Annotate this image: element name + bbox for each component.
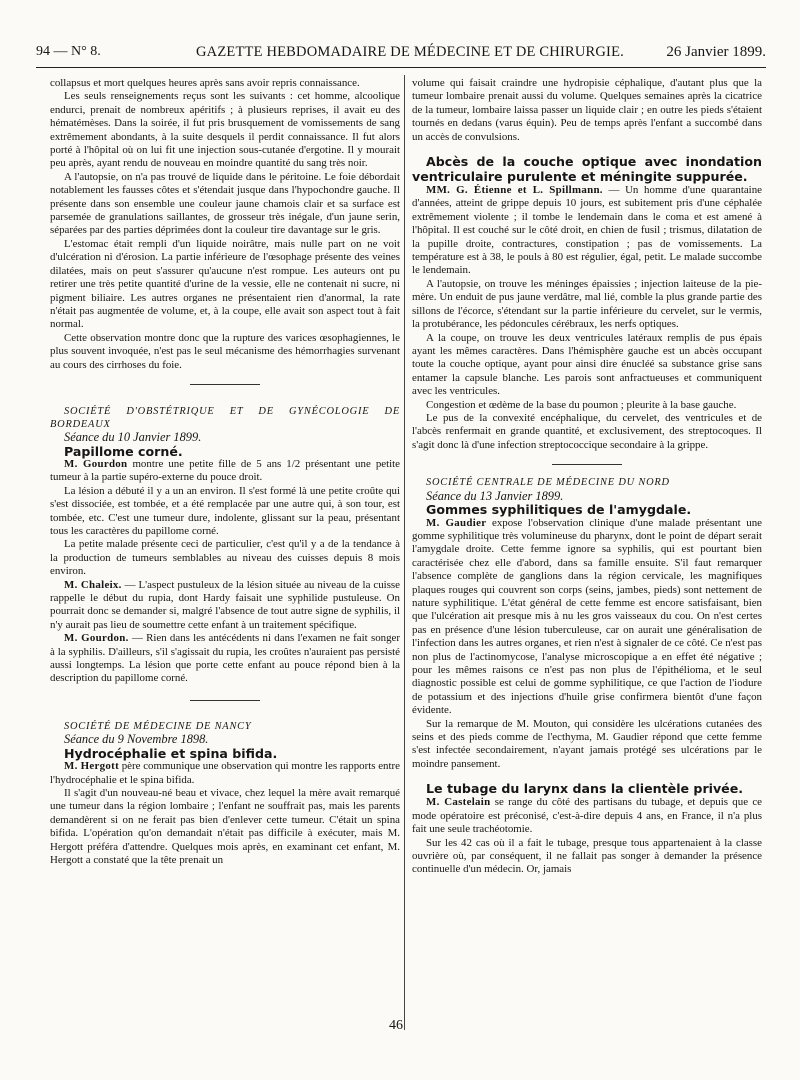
right-column [412,77,762,877]
paragraph: A l'autopsie, on trouve les méninges épaissies ; injection laiteuse de la pie-mère. Un enduit de pus jaune verdâtre, mal lié, comble la plus grande partie des sillons de l'écorce, s'étendant sur la partie inférieure du cervelet, sur le vermis, la protubérance, les pédoncules cérébraux, les nerfs optiques. [412,277,762,331]
author-name: M. Chaleix. [64,578,122,591]
society-heading: SOCIÉTÉ D'OBSTÉTRIQUE ET DE GYNÉCOLOGIE DE BORDEAUX [50,405,400,430]
paragraph: La petite malade présente ceci de particulier, c'est qu'il y a de la tendance à la production de tumeurs semblables au niveau des cuisses depuis 8 mois environ. [50,538,400,578]
paragraph: M. Gourdon montre une petite fille de 5 ans 1/2 présentant une petite tumeur à la partie supéro-externe du pouce droit. [50,457,401,484]
paragraph: Le pus de la convexité encéphalique, du cervelet, des ventricules et de l'abcès renfermait en grande quantité, et exclusivement, des streptocoques. Il s'agit donc là d'une infection streptococcique secondaire à la grippe. [412,411,762,451]
paragraph: M. Castelain se range du côté des partisans du tubage, et depuis que ce mode opératoire est préconisé, c'est-à-dire depuis 4 ans, en France, il n'a plus fait une seule trachéotomie. [412,796,762,836]
paragraph: M. Chaleix. — L'aspect pustuleux de la lésion située au niveau de la cuisse rappelle le début du rupia, dont Hardy faisait une syphilide pustuleuse. On pourrait donc se demander si, malgré l'absence de tout autre signe de syphilis, il n'y aurait pas lieu de soumettre cette enfant à un traitement spécifique. [50,578,401,631]
paragraph: La lésion a débuté il y a un an environ. Il s'est formé là une petite croûte qui s'est dissociée, est tombée, et a été remplacée par une autre qui, à son tour, est tombée, etc. C'est une tumeur dure, indolente, glissant sur la peau, présentant tous les caractères du papillome corné. [50,484,400,537]
paragraph: collapsus et mort quelques heures après sans avoir repris connaissance. [50,77,360,89]
author-name: M. Gourdon [64,457,128,470]
session-date: Séance du 13 Janvier 1899. [426,488,564,503]
paragraph: A la coupe, on trouve les deux ventricules latéraux remplis de pus épais ayant les mêmes caractères. Dans l'hémisphère gauche est un abcès occupant toute la couche optique, ayant pour ainsi dire énucléé sa substance grise sans entamer la capsule blanche. Les parois sont anfractueuses et communiquent avec les ventricules. [412,331,762,398]
article-title: Hydrocéphalie et spina bifida. [64,745,278,761]
society-heading: SOCIÉTÉ DE MÉDECINE DE NANCY [64,720,252,732]
paragraph: MM. G. Étienne et L. Spillmann. — Un homme d'une quarantaine d'années, atteint de grippe depuis 10 jours, est subitement pris d'une céphalée extrêmement violente ; il tombe le lendemain dans le coma et est amené à l'hôpital. Il est couché sur le côté droit, en chien de fusil ; trismus, dilatation de la pupille droite, contractures, constipation ; pas de vomissements. La température est à 38, le pouls à 80 est régulier, égal, petit. Le malade succombe le lendemain. [412,184,762,277]
issue-date: 26 Janvier 1899. [666,44,766,60]
header-rule [36,67,766,68]
paragraph: Sur les 42 cas où il a fait le tubage, presque tous appartenaient à la classe ouvrière où, par conséquent, il ne fallait pas songer à demander la présence continuelle d'un médecin. Or, jamais [412,836,762,876]
paragraph: L'estomac était rempli d'un liquide noirâtre, mais nulle part on ne voit d'ulcération ni d'érosion. La partie inférieure de l'œsophage présente des veines dilatées, mais on peut s'assurer qu'aucune n'est rompue. Les auteurs ont pu retirer une très petite quantité d'urine de la vessie, elle ne contenait ni sucre, ni pigment biliaire. Les autres organes ne présentaient rien d'anormal, la rate n'était pas augmentée de volume, et, à la coupe, elle avait son aspect tout à fait normal. [50,237,400,331]
paragraph: Sur la remarque de M. Mouton, qui considère les ulcérations cutanées des seins et des pieds comme de l'ecthyma, M. Gaudier répond que cette femme s'est infectée secondairement, n'ayant jamais protégé ses ulcérations par le moindre pansement. [412,717,762,770]
paragraph: Il s'agit d'un nouveau-né beau et vivace, chez lequel la mère avait remarqué une tumeur dans la région lombaire ; l'enfant ne souffrait pas, mais les parents demandèrent si on ne ferait pas bien d'enlever cette tumeur. C'était un spina bifida. L'opération qu'on demandait n'était pas difficile à exécuter, mais M. Hergott préféra d'attendre. Quelques mois après, en examinant cet enfant, M. Hergott a constaté que la tête prenait un [50,787,400,867]
author-name: M. Hergott [64,760,120,773]
session-date: Séance du 10 Janvier 1899. [64,430,202,445]
session-date: Séance du 9 Novembre 1898. [64,732,209,747]
paragraph: M. Gourdon. — Rien dans les antécédents ni dans l'examen ne fait songer à la syphilis. D'ailleurs, s'il s'agissait du rupia, les croûtes n'auraient pas persisté aussi longtemps. La lésion que porte cette enfant au pouce répond bien à la description du papillome corné. [50,632,400,685]
left-column [50,77,400,868]
running-header [36,44,766,64]
paragraph: Cette observation montre donc que la rupture des varices œsophagiennes, le plus souvent invoquée, n'est pas le seul mécanisme des hémorrhagies survenant au cours des cirrhoses du foie. [50,331,400,371]
paragraph: Congestion et œdème de la base du poumon ; pleurite à la base gauche. [426,398,737,411]
article-title: Abcès de la couche optique avec inondation ventriculaire purulente et méningite suppurée. [412,154,762,185]
paragraph: M. Gaudier expose l'observation clinique d'une malade présentant une gomme syphilitique très volumineuse du pharynx, dont le point de départ serait l'amygdale droite. Cette femme ignore sa syphilis, qui est pourtant bien caractérisée chez elle d'abord, dans sa famille ensuite. S'il faut remarquer l'absence complète de ganglions dans la région cervicale, les magnifiques plaques rouges qui couvrent son corps (seins, jambes, pieds) sont nettement de nature syphilitique. L'état général de cette femme est encore satisfaisant, bien que l'ulcération ait presque mis à nu les gros vaisseaux du cou. On n'est certes pas en présence d'une lésion tuberculeuse, car on aurait une généralisation de l'infection dans les autres organes, et rien n'est à signaler de ce côté. Ce n'est pas non plus de l'actinomycose, l'analyse microscopique a en effet été négative ; pour les mêmes raisons ce n'est pas non plus de l'épithélioma, et le seul diagnostic possible est celui de gomme syphilitique, ce que l'action de l'iodure de potassium et des injections d'huile grise confirmera bientôt d'une façon évidente. [412,516,763,717]
paragraph: A l'autopsie, on n'a pas trouvé de liquide dans le péritoine. Le foie débordait notablement les fausses côtes et s'étendait jusque dans l'hypochondre gauche. Il présente dans son ensemble une couleur jaune chamois clair et sa surface est parsemée de granulations saillantes, de grosseur très inégale, d'un jaune serin, séparées par des parties déprimées dont la couleur tire davantage sur le gris. [50,170,400,237]
article-title: Le tubage du larynx dans la clientèle privée. [426,781,744,797]
paragraph: M. Hergott père communique une observation qui montre les rapports entre l'hydrocéphalie et le spina bifida. [50,760,400,786]
paragraph: volume qui faisait craindre une hydropisie céphalique, d'autant plus que la tumeur lombaire prenait aussi du volume. Quelques semaines après la cicatrice de la tumeur, lombaire laissa passer un liquide clair ; en outre les pieds s'étaient tournés en dedans (varus équin). Peu de temps après l'enfant a succombé dans un accès de convulsions. [412,77,762,143]
society-heading: SOCIÉTÉ CENTRALE DE MÉDECINE DU NORD [426,477,670,489]
journal-title: GAZETTE HEBDOMADAIRE DE MÉDECINE ET DE CHIRURGIE. [196,44,624,60]
page-number: 46 [389,1018,403,1033]
author-name: M. Gaudier [426,516,487,529]
article-title: Papillome corné. [64,443,183,459]
column-divider [404,75,405,1030]
author-name: M. Gourdon. [64,632,129,645]
author-name: M. Castelain [426,796,491,809]
page-label: 94 — N° 8. [36,44,101,59]
paragraph: Les seuls renseignements reçus sont les suivants : cet homme, alcoolique endurci, prenait de nombreux apéritifs ; à plusieurs reprises, il avait eu des hématémèses. Dans la soirée, il fut pris brusquement de vomissements de sang extrêmement abondants, à la suite desquels il perdit connaissance. Il fut alors porté à l'hôpital où on lui fit une injection sous-cutanée d'ergotine. Il y mourait peu après, ayant rendu de nouveau en moindre quantité du sang très noir. [50,90,400,170]
author-name: MM. G. Étienne et L. Spillmann. [426,184,603,197]
article-title: Gommes syphilitiques de l'amygdale. [426,502,692,518]
